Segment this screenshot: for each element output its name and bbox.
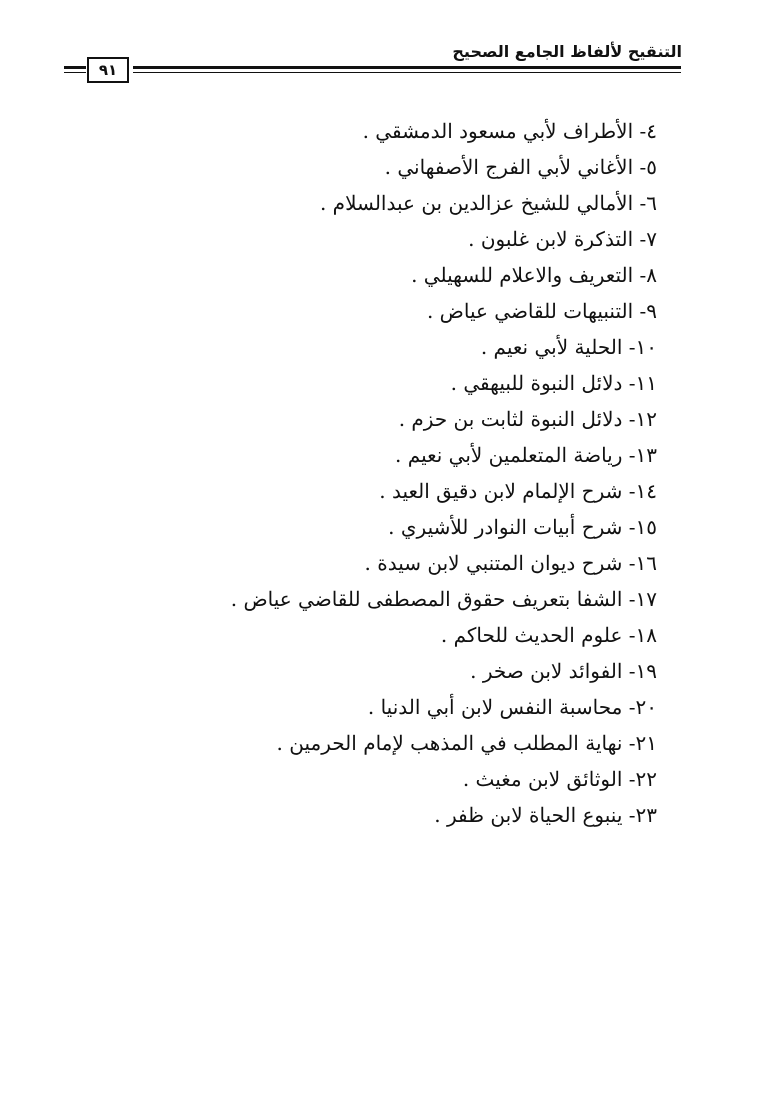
header-rule-left-thick bbox=[64, 66, 86, 69]
list-item: ١٠- الحلية لأبي نعيم . bbox=[480, 335, 657, 359]
list-item: ١١- دلائل النبوة للبيهقي . bbox=[450, 371, 657, 395]
header-rule-thin bbox=[133, 72, 681, 73]
list-item: ٤- الأطراف لأبي مسعود الدمشقي . bbox=[362, 119, 657, 143]
page-number: ٩١ bbox=[87, 57, 129, 83]
list-item: ٢١- نهاية المطلب في المذهب لإمام الحرمين . bbox=[276, 731, 657, 755]
list-item: ٢٣- ينبوع الحياة لابن ظفر . bbox=[434, 803, 657, 827]
list-item: ٩- التنبيهات للقاضي عياض . bbox=[426, 299, 657, 323]
list-item: ٢٢- الوثائق لابن مغيث . bbox=[462, 767, 657, 791]
header-rule-left-thin bbox=[64, 72, 86, 73]
list-item: ١٤- شرح الإلمام لابن دقيق العيد . bbox=[379, 479, 657, 503]
list-item: ١٦- شرح ديوان المتنبي لابن سيدة . bbox=[364, 551, 657, 575]
list-item: ١٨- علوم الحديث للحاكم . bbox=[440, 623, 657, 647]
list-item: ١٩- الفوائد لابن صخر . bbox=[470, 659, 657, 683]
running-title: التنقيح لألفاظ الجامع الصحيح bbox=[452, 42, 682, 61]
header-rule-thick bbox=[133, 66, 681, 69]
list-item: ٥- الأغاني لأبي الفرج الأصفهاني . bbox=[384, 155, 657, 179]
source-list bbox=[200, 113, 657, 833]
list-item: ٧- التذكرة لابن غلبون . bbox=[468, 227, 657, 251]
list-item: ١٣- رياضة المتعلمين لأبي نعيم . bbox=[395, 443, 657, 467]
list-item: ٢٠- محاسبة النفس لابن أبي الدنيا . bbox=[367, 695, 657, 719]
list-item: ١٢- دلائل النبوة لثابت بن حزم . bbox=[398, 407, 657, 431]
list-item: ١٥- شرح أبيات النوادر للأشيري . bbox=[388, 515, 657, 539]
list-item: ٨- التعريف والاعلام للسهيلي . bbox=[411, 263, 657, 287]
list-item: ١٧- الشفا بتعريف حقوق المصطفى للقاضي عياض . bbox=[230, 587, 657, 611]
list-item: ٦- الأمالي للشيخ عزالدين بن عبدالسلام . bbox=[319, 191, 657, 215]
